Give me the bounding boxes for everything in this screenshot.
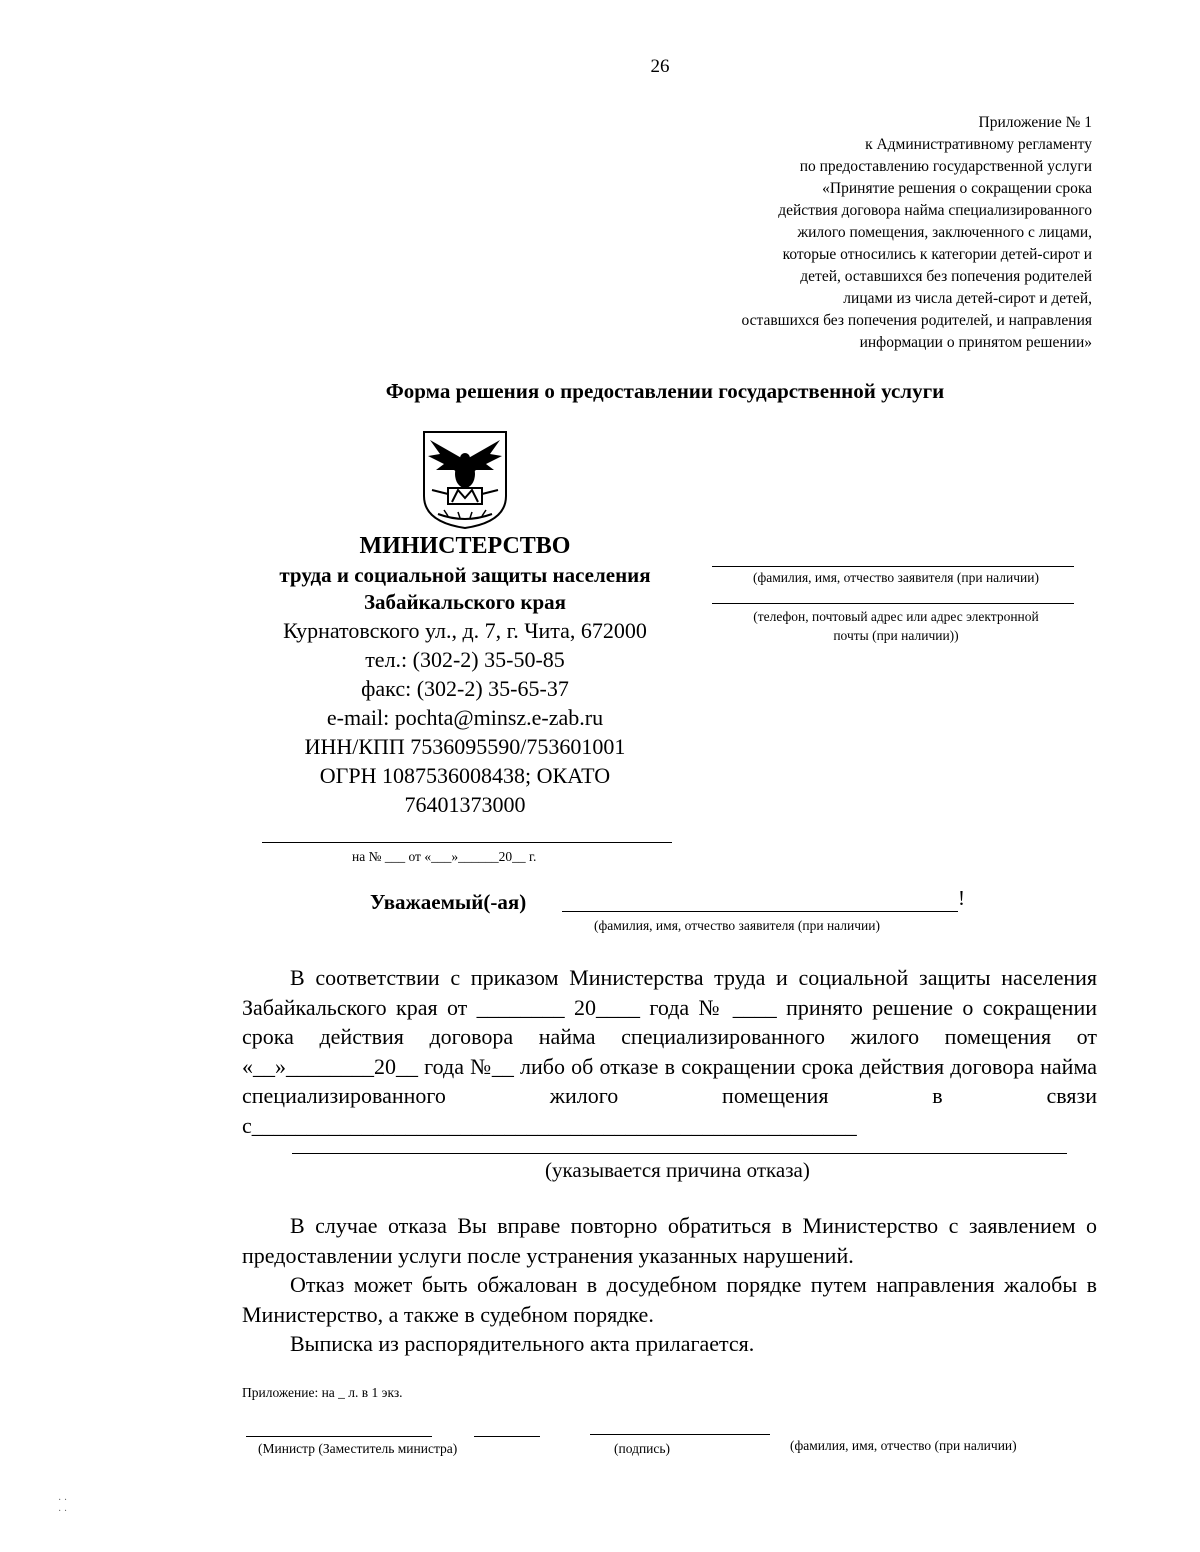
ministry-ogrn: ОГРН 1087536008438; ОКАТО bbox=[319, 763, 611, 788]
decision-text bbox=[242, 963, 1097, 1140]
scan-specks: · · · · bbox=[58, 1495, 68, 1517]
signature-sign-caption: (подпись) bbox=[614, 1441, 671, 1456]
ministry-region: Забайкальского края bbox=[363, 590, 567, 614]
paragraph-appeal: Отказ может быть обжалован в досудебном порядке путем направления жалобы в Министерство, а также в судебном порядке. bbox=[242, 1272, 1097, 1327]
decision-paragraph: В соответствии с приказом Министерства труда и социальной защиты населения Забайкальского края от ________ 20____ года № ____ принято решение о сокращении срока действия договора найма специализированного жилого помещения от «__»________20__ года №__ либо об отказе в сокращении срока действия договора найма специализированного жилого помещения в связи с_______________________________________________________ bbox=[242, 965, 1097, 1138]
ministry-okato: 76401373000 bbox=[404, 792, 526, 817]
appendix-line: детей, оставшихся без попечения родителей bbox=[800, 268, 1092, 285]
greeting-caption: (фамилия, имя, отчество заявителя (при наличии) bbox=[594, 918, 880, 933]
attachment-note: Приложение: на _ л. в 1 экз. bbox=[242, 1385, 403, 1400]
appendix-line: Приложение № 1 bbox=[978, 114, 1092, 131]
greeting-label: Уважаемый(-ая) bbox=[370, 890, 527, 914]
recipient-contact-caption bbox=[710, 607, 1082, 645]
appendix-line: «Принятие решения о сокращении срока bbox=[822, 180, 1092, 197]
closing-text bbox=[242, 1211, 1097, 1359]
signature-fio-caption: (фамилия, имя, отчество (при наличии) bbox=[790, 1438, 1017, 1453]
recipient-contact-line bbox=[712, 603, 1074, 604]
ministry-block bbox=[232, 530, 698, 819]
appendix-line: информации о принятом решении» bbox=[859, 334, 1092, 351]
coat-of-arms-icon bbox=[418, 430, 512, 530]
ministry-dept: труда и социальной защиты населения bbox=[279, 563, 651, 587]
reference-number: на № ___ от «___»______20__ г. bbox=[352, 849, 537, 864]
appendix-line: по предоставлению государственной услуги bbox=[799, 158, 1092, 175]
greeting-mark: ! bbox=[958, 886, 965, 910]
reference-line bbox=[262, 842, 672, 843]
recipient-contact-caption-line: почты (при наличии)) bbox=[833, 628, 959, 643]
signature-position-line bbox=[246, 1436, 432, 1437]
ministry-email: e-mail: pochta@minsz.e-zab.ru bbox=[326, 705, 604, 730]
ministry-name: МИНИСТЕРСТВО bbox=[359, 533, 571, 559]
ministry-address: Курнатовского ул., д. 7, г. Чита, 672000 bbox=[283, 618, 647, 643]
appendix-note bbox=[632, 112, 1092, 354]
reason-line bbox=[292, 1153, 1067, 1154]
ministry-fax: факс: (302-2) 35-65-37 bbox=[361, 676, 569, 701]
recipient-contact-caption-line: (телефон, почтовый адрес или адрес электронной bbox=[753, 609, 1039, 624]
signature-position-line-2 bbox=[474, 1436, 540, 1437]
recipient-name-caption: (фамилия, имя, отчество заявителя (при наличии) bbox=[753, 570, 1039, 585]
page-number: 26 bbox=[650, 56, 670, 77]
ministry-inn: ИНН/КПП 7536095590/753601001 bbox=[304, 734, 626, 759]
appendix-line: оставшихся без попечения родителей, и направления bbox=[741, 312, 1092, 329]
appendix-line: жилого помещения, заключенного с лицами, bbox=[797, 224, 1092, 241]
appendix-line: которые относились к категории детей-сирот и bbox=[782, 246, 1092, 263]
paragraph-extract: Выписка из распорядительного акта прилагается. bbox=[290, 1331, 755, 1356]
recipient-name-line bbox=[712, 566, 1074, 567]
reason-caption: (указывается причина отказа) bbox=[545, 1158, 810, 1182]
ministry-phone: тел.: (302-2) 35-50-85 bbox=[365, 647, 565, 672]
signature-sign-line bbox=[590, 1434, 770, 1435]
form-title: Форма решения о предоставлении государственной услуги bbox=[385, 379, 945, 403]
paragraph-refusal: В случае отказа Вы вправе повторно обратиться в Министерство с заявлением о предоставлении услуги после устранения указанных нарушений. bbox=[242, 1213, 1097, 1268]
appendix-line: лицами из числа детей-сирот и детей, bbox=[843, 290, 1092, 307]
appendix-line: действия договора найма специализированного bbox=[778, 202, 1092, 219]
greeting-name-line bbox=[562, 911, 958, 912]
signature-position-caption: (Министр (Заместитель министра) bbox=[258, 1441, 458, 1456]
appendix-line: к Административному регламенту bbox=[865, 136, 1092, 153]
